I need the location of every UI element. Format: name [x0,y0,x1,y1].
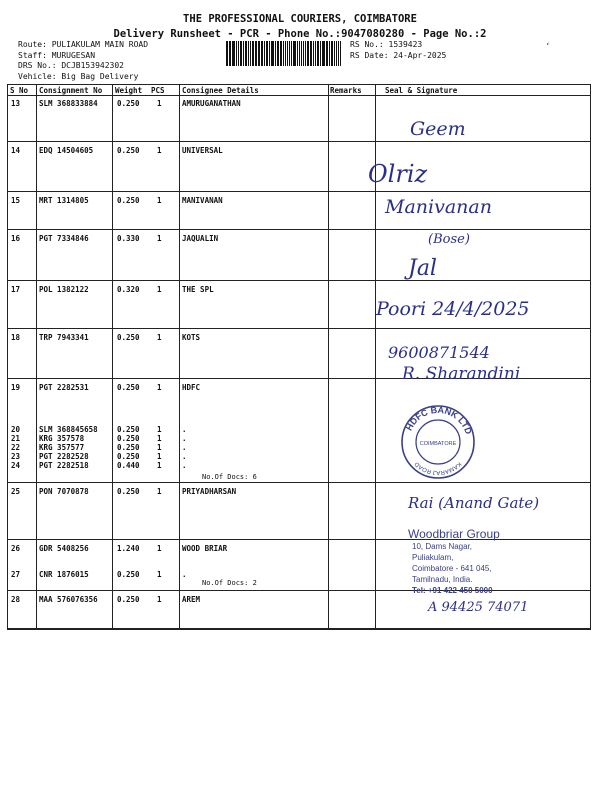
cell-pcs: 1 [157,383,162,392]
hdfc-center-text: COIMBATORE [419,441,457,447]
barcode-bar [320,41,321,66]
barcode-bar [240,41,242,66]
cell-consignee: PRIYADHARSAN [182,487,237,496]
col-weight: Weight [115,86,143,95]
col-remarks: Remarks [330,86,362,95]
group-cell-pcs: 1 [157,461,162,470]
runsheet-title: Delivery Runsheet - PCR - Phone No.:9047080280 - Page No.:2 [113,28,487,40]
barcode-bar [243,41,244,66]
route-label: Route: PULIAKULAM MAIN ROAD [18,40,149,49]
barcode-bar [226,41,228,66]
cell-pcs: 1 [157,285,162,294]
wood-stamp-line-2: 10, Dams Nagar, [412,542,473,551]
meta-right [350,40,446,61]
barcode-bar [232,41,234,66]
barcode-bar [301,41,302,66]
group-docs-count: No.Of Docs: 6 [202,473,257,481]
group-cell-sno: 22 [11,443,21,452]
cell-pcs: 1 [157,544,162,553]
barcode-bar [266,41,268,66]
group-cell-consignee: . [182,425,187,434]
hdfc-side-text: KAMARAJ ROAD [413,460,462,476]
cell-pcs: 1 [157,146,162,155]
group-cell-consignee: . [182,443,187,452]
barcode-bar [272,41,274,66]
barcode-bar [269,41,270,66]
rs-date: RS Date: 24-Apr-2025 [350,50,447,60]
barcode-bar [283,41,284,66]
cell-consignee: KOTS [182,333,201,342]
signature-28: A 94425 74071 [428,600,529,615]
cell-sno: 25 [11,487,21,496]
barcode-bar [334,41,335,66]
barcode-bar [229,41,230,66]
signature-18-name: R. Sharandini [402,364,521,384]
cell-weight: 1.240 [117,544,140,553]
hdfc-ring-text: HDFC BANK LTD [403,404,474,436]
barcode-bar [287,41,289,66]
signature-16b: Jal [408,256,437,281]
col-consignment: Consignment No [39,86,103,95]
barcode-bar [248,41,249,66]
barcode-bar [264,41,265,66]
wood-stamp-line-3: Puliakulam, [412,553,454,562]
barcode-bar [255,41,256,66]
barcode-bar [230,41,231,66]
barcode-bar [329,41,330,66]
signature-13: Geem [410,118,466,140]
cell-weight: 0.250 [117,146,140,155]
signature-16a: (Bose) [428,232,470,247]
cell-cno: PON 7070878 [39,487,89,496]
barcode-bar [245,41,247,66]
cell-cno: PGT 2282531 [39,383,89,392]
barcode-bar [236,41,237,66]
row27-cell-cno: CNR 1876015 [39,570,89,579]
barcode-bar [280,41,282,66]
cell-consignee: WOOD BRIAR [182,544,228,553]
cell-cno: EDQ 14504605 [39,146,94,155]
cell-consignee: JAQUALIN [182,234,219,243]
barcode-bar [338,41,340,66]
barcode-bar [261,41,263,66]
cell-cno: GDR 5408256 [39,544,89,553]
wood-stamp-line-1: Woodbriar Group [408,527,500,541]
table-row [7,192,591,230]
barcode-bar [336,41,337,66]
barcode-bar [291,41,292,66]
cell-sno: 19 [11,383,21,392]
group-cell-sno: 23 [11,452,21,461]
group-cell-consignee: . [182,452,187,461]
cell-sno: 13 [11,99,21,108]
cell-cno: MAA 576076356 [39,595,98,604]
row27-cell-pcs: 1 [157,570,162,579]
barcode-bar [238,41,240,66]
signature-18-phone: 9600871544 [388,343,490,362]
barcode-bar [293,41,295,66]
company-title: THE PROFESSIONAL COURIERS, COIMBATORE [183,13,417,25]
cell-weight: 0.250 [117,383,140,392]
barcode-bar [326,41,328,66]
cell-pcs: 1 [157,487,162,496]
barcode-bar [323,41,325,66]
barcode-bar [275,41,276,66]
cell-consignee: AREM [182,595,201,604]
cell-pcs: 1 [157,99,162,108]
drs-label: DRS No.: DCJB153942302 [18,61,124,70]
barcode-bar [256,41,257,66]
group-cell-pcs: 1 [157,425,162,434]
table-row [7,142,591,192]
group-cell-sno: 24 [11,461,21,470]
cell-weight: 0.250 [117,487,140,496]
row27-docs-count: No.Of Docs: 2 [202,579,257,587]
row27-cell-sno: 27 [11,570,21,579]
cell-consignee: THE SPL [182,285,214,294]
barcode [226,41,342,66]
cell-sno: 17 [11,285,21,294]
group-cell-weight: 0.250 [117,425,140,434]
group-cell-consignee: . [182,434,187,443]
barcode-bar [252,41,254,66]
signature-15: Manivanan [385,196,492,218]
barcode-bar [331,41,333,66]
group-cell-consignee: . [182,461,187,470]
table-row [7,230,591,281]
barcode-bar [285,41,286,66]
cell-weight: 0.330 [117,234,140,243]
cell-cno: MRT 1314805 [39,196,89,205]
barcode-bar [313,41,314,66]
signature-25: Rai (Anand Gate) [408,494,540,512]
barcode-bar [310,41,312,66]
wood-stamp-line-6: Tel: +91 422 450 5000 [412,586,493,595]
table-row [7,95,591,142]
barcode-bar [340,41,341,66]
group-cell-cno: PGT 2282528 [39,452,89,461]
cell-cno: PGT 7334846 [39,234,89,243]
wood-stamp-line-4: Coimbatore - 641 045, [412,564,492,573]
group-cell-sno: 21 [11,434,21,443]
cell-consignee: UNIVERSAL [182,146,223,155]
group-cell-weight: 0.440 [117,461,140,470]
cell-sno: 26 [11,544,21,553]
runsheet-table [7,84,591,630]
col-pcs: PCS [151,86,165,95]
group-cell-cno: KRG 357577 [39,443,85,452]
cell-sno: 15 [11,196,21,205]
cell-cno: POL 1382122 [39,285,89,294]
group-cell-cno: SLM 368845658 [39,425,98,434]
barcode-bar [303,41,305,66]
col-signature: Seal & Signature [385,86,458,95]
cell-weight: 0.250 [117,196,140,205]
group-cell-pcs: 1 [157,434,162,443]
row27-cell-weight: 0.250 [117,570,140,579]
group-cell-weight: 0.250 [117,443,140,452]
row27-cell-consignee: . [182,570,187,579]
rs-number: RS No.: 1539423 [350,40,423,49]
group-cell-cno: PGT 2282518 [39,461,89,470]
signature-14: Olriz [368,160,428,188]
barcode-bar [289,41,290,66]
vehicle-label: Vehicle: Big Bag Delivery [18,71,139,81]
cell-weight: 0.320 [117,285,140,294]
barcode-bar [305,41,306,66]
cell-weight: 0.250 [117,99,140,108]
cell-cno: TRP 7943341 [39,333,89,342]
barcode-bar [307,41,309,66]
table-row [7,540,591,591]
group-cell-cno: KRG 357578 [39,434,85,443]
barcode-bar [315,41,316,66]
staff-label: Staff: MURUGESAN [18,50,96,60]
barcode-bar [258,41,260,66]
group-cell-pcs: 1 [157,452,162,461]
barcode-bar [277,41,279,66]
cell-sno: 18 [11,333,21,342]
cell-sno: 28 [11,595,21,604]
signature-17: Poori 24/4/2025 [376,298,530,320]
barcode-bar [250,41,251,66]
cell-consignee: AMURUGANATHAN [182,99,241,108]
barcode-bar [322,41,323,66]
cell-pcs: 1 [157,595,162,604]
group-cell-weight: 0.250 [117,434,140,443]
stray-mark: ʻ [545,42,551,52]
cell-pcs: 1 [157,234,162,243]
cell-sno: 16 [11,234,21,243]
barcode-bar [317,41,319,66]
wood-stamp-line-5: Tamilnadu, India. [412,575,473,584]
group-cell-weight: 0.250 [117,452,140,461]
barcode-bar [271,41,272,66]
barcode-bar [299,41,300,66]
barcode-bar [297,41,299,66]
cell-pcs: 1 [157,333,162,342]
cell-pcs: 1 [157,196,162,205]
group-cell-pcs: 1 [157,443,162,452]
cell-weight: 0.250 [117,333,140,342]
meta-left [18,40,148,82]
cell-sno: 14 [11,146,21,155]
cell-weight: 0.250 [117,595,140,604]
col-consignee: Consignee Details [182,86,259,95]
cell-consignee: HDFC [182,383,201,392]
hdfc-stamp [400,404,476,480]
group-cell-sno: 20 [11,425,21,434]
cell-consignee: MANIVANAN [182,196,223,205]
col-sno: S No [10,86,29,95]
cell-cno: SLM 368833884 [39,99,98,108]
